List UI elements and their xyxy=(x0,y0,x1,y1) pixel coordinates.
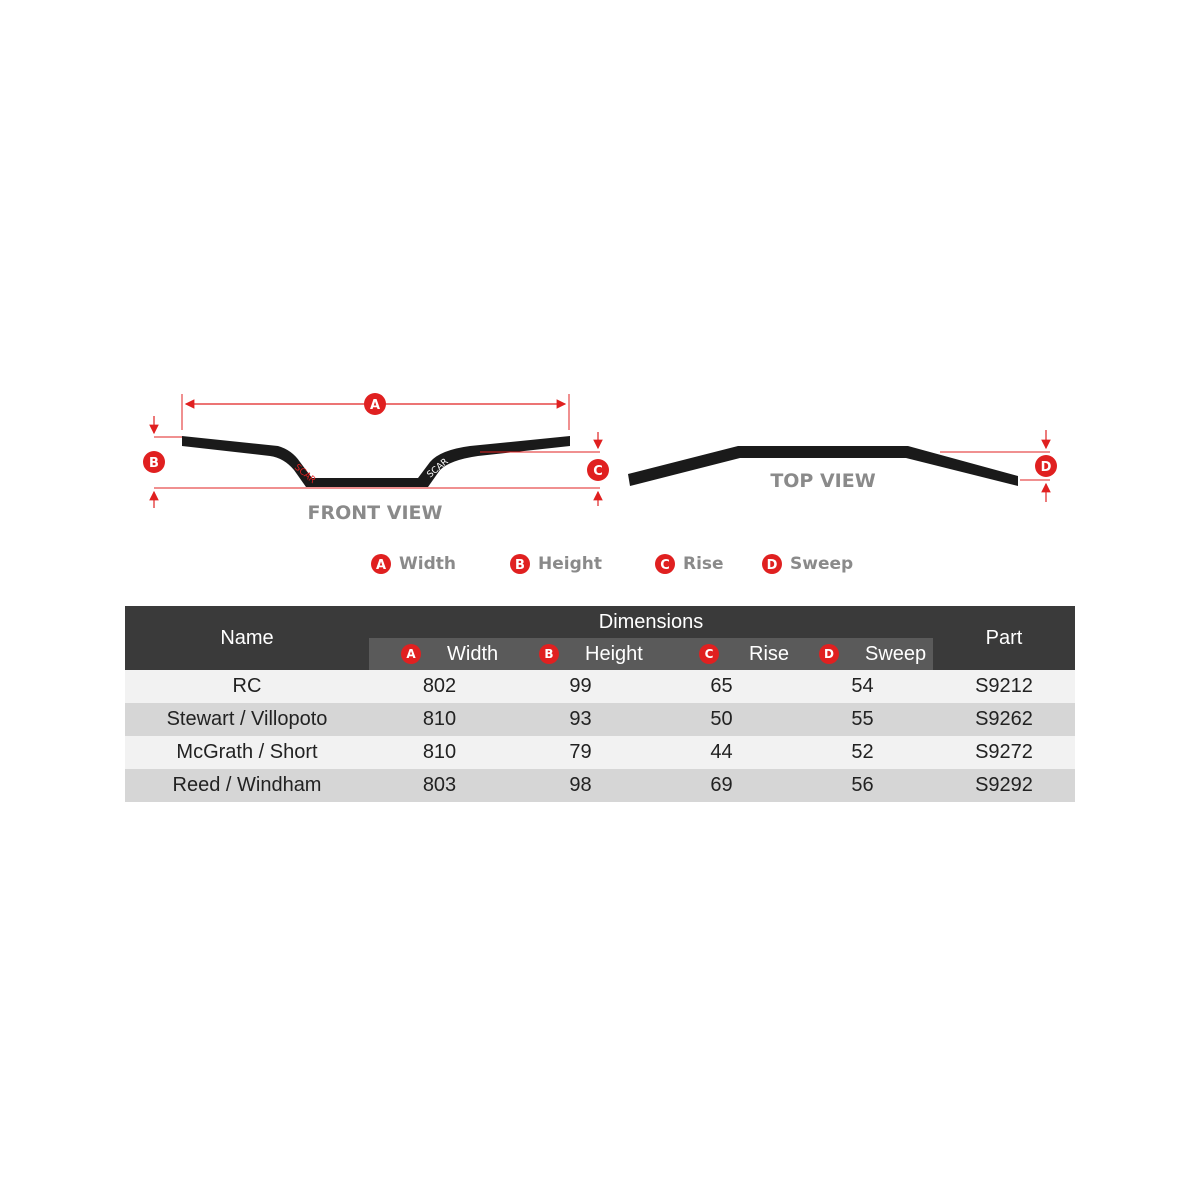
cell-rise: 69 xyxy=(651,769,792,802)
cell-height: 79 xyxy=(510,736,651,769)
cell-sweep: 54 xyxy=(792,670,933,703)
cell-height: 93 xyxy=(510,703,651,736)
svg-text:Sweep: Sweep xyxy=(790,554,854,574)
svg-text:B: B xyxy=(149,456,159,471)
marker-c-badge xyxy=(587,459,609,481)
column-header-name: Name xyxy=(125,606,369,670)
width-label: Width xyxy=(447,642,499,665)
cell-sweep: 52 xyxy=(792,736,933,769)
rise-badge: C xyxy=(699,644,719,664)
legend-item-height xyxy=(510,554,602,574)
top-view-title: TOP VIEW xyxy=(770,470,876,492)
front-view-handlebar xyxy=(182,436,570,487)
table-row xyxy=(125,703,1075,736)
svg-text:Height: Height xyxy=(538,554,602,574)
column-header-dimensions: Dimensions xyxy=(369,606,933,638)
front-left-brand: SCAR xyxy=(292,462,318,486)
dimension-b-line xyxy=(154,416,600,508)
cell-rise: 44 xyxy=(651,736,792,769)
svg-text:D: D xyxy=(766,558,778,573)
svg-text:Rise: Rise xyxy=(683,554,724,574)
cell-part: S9272 xyxy=(933,736,1075,769)
front-right-brand: SCAR xyxy=(425,456,451,481)
cell-sweep: 56 xyxy=(792,769,933,802)
cell-name: RC xyxy=(125,670,369,703)
dimensions-subheader xyxy=(369,638,933,670)
table-row xyxy=(125,736,1075,769)
legend-item-sweep xyxy=(762,554,853,574)
legend xyxy=(371,554,853,574)
table-row xyxy=(125,670,1075,703)
front-view-title: FRONT VIEW xyxy=(307,502,443,524)
column-header-sweep xyxy=(819,638,926,670)
cell-width: 803 xyxy=(369,769,510,802)
cell-part: S9292 xyxy=(933,769,1075,802)
cell-part: S9262 xyxy=(933,703,1075,736)
svg-text:B: B xyxy=(515,558,525,573)
cell-width: 810 xyxy=(369,736,510,769)
column-header-rise xyxy=(699,638,789,670)
column-header-width xyxy=(401,638,498,670)
column-header-part: Part xyxy=(933,606,1075,670)
cell-height: 98 xyxy=(510,769,651,802)
cell-name: Stewart / Villopoto xyxy=(125,703,369,736)
height-label: Height xyxy=(585,642,643,665)
cell-name: McGrath / Short xyxy=(125,736,369,769)
svg-text:C: C xyxy=(660,558,670,573)
sweep-label: Sweep xyxy=(865,642,927,665)
specifications-table xyxy=(125,606,1075,802)
height-badge: B xyxy=(539,644,559,664)
marker-a-badge xyxy=(364,393,386,415)
cell-height: 99 xyxy=(510,670,651,703)
legend-item-width xyxy=(371,554,456,574)
cell-part: S9212 xyxy=(933,670,1075,703)
legend-item-rise xyxy=(655,554,724,574)
column-header-height xyxy=(539,638,643,670)
marker-b-badge xyxy=(143,451,165,473)
svg-text:C: C xyxy=(593,464,603,479)
rise-label: Rise xyxy=(749,642,790,665)
table-row xyxy=(125,769,1075,802)
cell-width: 802 xyxy=(369,670,510,703)
svg-text:A: A xyxy=(375,558,387,573)
sweep-badge: D xyxy=(819,644,839,664)
svg-text:Width: Width xyxy=(399,554,456,574)
width-badge: A xyxy=(401,644,421,664)
svg-text:A: A xyxy=(369,398,381,413)
cell-width: 810 xyxy=(369,703,510,736)
svg-text:D: D xyxy=(1040,460,1052,475)
marker-d-badge xyxy=(1035,455,1057,477)
cell-sweep: 55 xyxy=(792,703,933,736)
cell-rise: 50 xyxy=(651,703,792,736)
cell-rise: 65 xyxy=(651,670,792,703)
cell-name: Reed / Windham xyxy=(125,769,369,802)
